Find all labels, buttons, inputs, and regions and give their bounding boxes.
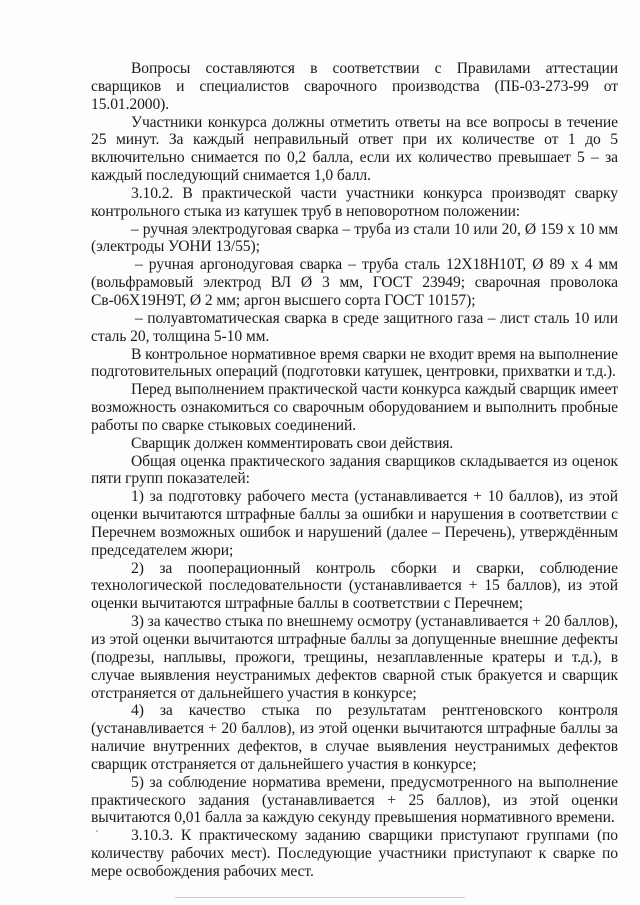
- paragraph-section-3-10-3: 3.10.3. К практическому заданию сварщики приступают группами (по количеству рабочих мест). Последующие участники приступают к сварке по мере освобождения рабочих мест.: [91, 827, 618, 880]
- paragraph-comment-actions: Сварщик должен комментировать свои действия.: [131, 434, 454, 452]
- paragraph-section-3-10-2: 3.10.2. В практической части участники конкурса производят сварку контрольного стыка из катушек труб в неповоротном положении:: [91, 184, 618, 220]
- paragraph-attestation-rules: Вопросы составляются в соответствии с Правилами аттестации сварщиков и специалистов сварочного производства (ПБ-03-273-99 от 15.01.2000).: [91, 60, 618, 113]
- list-item-workplace-prep: 1) за подготовку рабочего места (устанавливается + 10 баллов), из этой оценки вычитаются штрафные баллы за ошибки и нарушения в соответствии с Перечнем возможных ошибок и нарушений (далее – Перечень), утверждённым председателем жюри;: [91, 488, 618, 559]
- paragraph-test-timing: Участники конкурса должны отметить ответы на все вопросы в течение 25 минут. За каждый неправильный ответ при их количестве от 1 до 5 включительно снимается по 0,2 балла, если их количество превышает 5 – за каждый последующий снимается 1,0 балл.: [91, 113, 618, 185]
- list-item-visual-inspection: 3) за качество стыка по внешнему осмотру (устанавливается + 20 баллов), из этой оценки вычитаются штрафные баллы за допущенные внешние дефекты (подрезы, наплывы, прожоги, трещины, незаплавленные кратеры и т.д.), в случае выявления неустранимых дефектов сварной стык бракуется и сварщик отстраняется от дальнейшего участия в конкурсе;: [91, 613, 618, 702]
- list-item-operational-control: 2) за пооперационный контроль сборки и сварки, соблюдение технологической последовательности (устанавливается + 15 баллов), из этой оценки вычитаются штрафные баллы в соответствии с Перечнем;: [91, 559, 618, 613]
- scan-artifact-line: [175, 897, 465, 898]
- list-item-time-norm: 5) за соблюдение норматива времени, предусмотренного на выполнение практического задания (устанавливается + 25 баллов), из этой оценки вычитаются 0,01 балла за каждую секунду превышения нормативного времени.: [91, 773, 618, 827]
- document-page: [91, 60, 618, 881]
- list-item-xray-inspection: 4) за качество стыка по результатам рентгеновского контроля (устанавливается + 20 баллов), из этой оценки вычитаются штрафные баллы за наличие внутренних дефектов, в случае выявления неустранимых дефектов сварщик отстраняется от дальнейшего участия в конкурсе;: [91, 702, 618, 773]
- scan-speck: [96, 830, 98, 832]
- paragraph-overall-score: Общая оценка практического задания сварщиков складывается из оценок пяти групп показателей:: [91, 452, 618, 488]
- list-item-argon-arc-welding: – ручная аргонодуговая сварка – труба сталь 12Х18Н10Т, Ø 89 х 4 мм (вольфрамовый электрод ВЛ Ø 3 мм, ГОСТ 23949; сварочная проволока Св-06Х19Н9Т, Ø 2 мм; аргон высшего сорта ГОСТ 10157);: [91, 256, 618, 309]
- list-item-semiautomatic-welding: – полуавтоматическая сварка в среде защитного газа – лист сталь 10 или сталь 20, толщина 5-10 мм.: [91, 309, 618, 345]
- list-item-manual-arc-welding: – ручная электродуговая сварка – труба из стали 10 или 20, Ø 159 х 10 мм (электроды УОНИ 13/55);: [91, 220, 618, 256]
- paragraph-normative-time: В контрольное нормативное время сварки не входит время на выполнение подготовительных операций (подготовки катушек, центровки, прихватки и т.д.).: [91, 345, 618, 381]
- paragraph-trial-work: Перед выполнением практической части конкурса каждый сварщик имеет возможность ознакомиться со сварочным оборудованием и выполнить пробные работы по сварке стыковых соединений.: [91, 381, 618, 434]
